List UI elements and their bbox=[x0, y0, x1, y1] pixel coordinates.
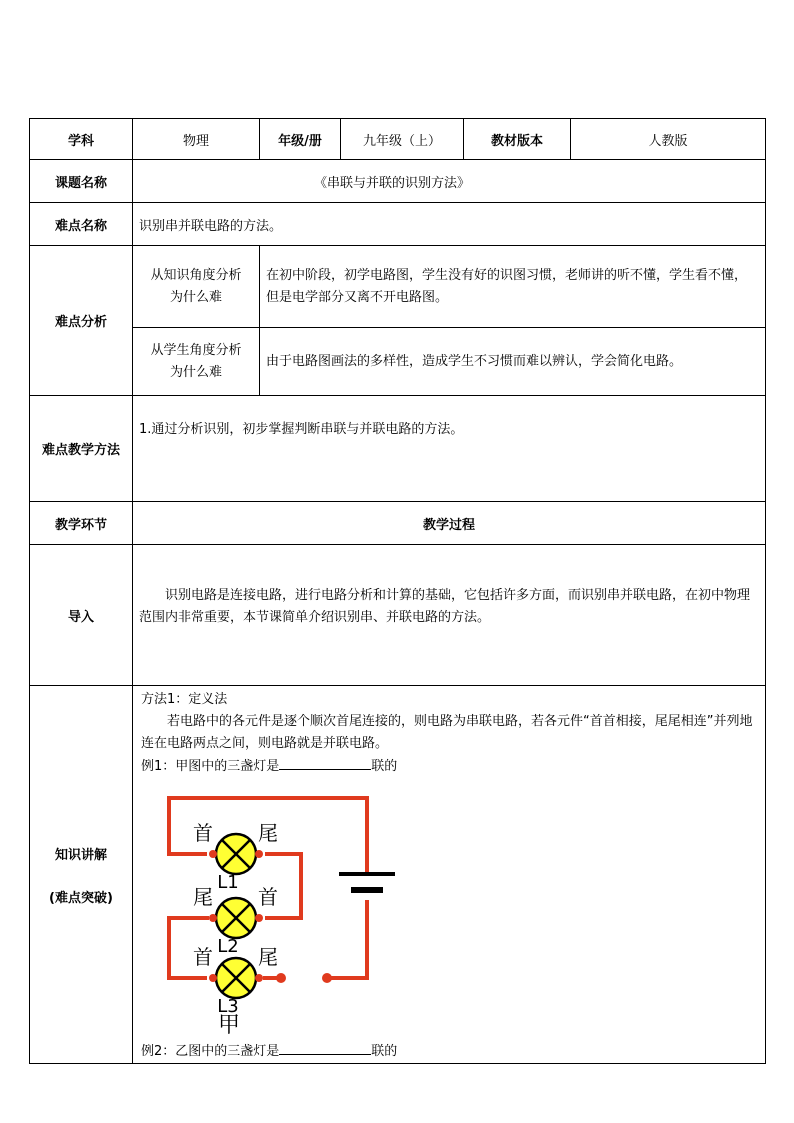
student-angle-label: 从学生角度分析为什么难 bbox=[133, 328, 260, 396]
difficulty-analysis-label: 难点分析 bbox=[30, 246, 133, 396]
intro-text: 识别电路是连接电路，进行电路分析和计算的基础，它包括许多方面，而识别串并联电路，在初中物理范围内非常重要，本节课简单介绍识别串、并联电路的方法。 bbox=[133, 545, 766, 686]
difficulty-name-label: 难点名称 bbox=[30, 203, 133, 246]
circuit-wire-right bbox=[327, 902, 367, 978]
method1-text: 若电路中的各元件是逐个顺次首尾连接的，则电路为串联电路，若各元件“首首相接，尾尾相连”并列地连在电路两点之间，则电路就是并联电路。 bbox=[141, 713, 753, 751]
edition-value: 人教版 bbox=[571, 119, 766, 160]
edition-label: 教材版本 bbox=[464, 119, 571, 160]
example2-prefix: 例2：乙图中的三盏灯是 bbox=[141, 1043, 280, 1059]
grade-value: 九年级（上） bbox=[341, 119, 464, 160]
knowledge-explain-sublabel: (难点突破) bbox=[49, 890, 113, 906]
circuit-junction-dot bbox=[322, 973, 332, 983]
lamp-left-end-label: 首 bbox=[193, 944, 213, 969]
difficulty-name-value: 识别串并联电路的方法。 bbox=[133, 203, 766, 246]
teaching-process-label: 教学过程 bbox=[133, 502, 766, 545]
lamp-name-label: L3 bbox=[217, 995, 239, 1017]
example1-blank[interactable] bbox=[279, 755, 371, 770]
lamp-terminal-right bbox=[255, 914, 263, 922]
lamp-terminal-right bbox=[255, 974, 263, 982]
lamp-name-label: L1 bbox=[217, 871, 239, 893]
lesson-title-label: 课题名称 bbox=[30, 160, 133, 203]
teaching-method-label: 难点教学方法 bbox=[30, 396, 133, 502]
example1 bbox=[141, 755, 757, 778]
subject-value: 物理 bbox=[133, 119, 260, 160]
subject-label: 学科 bbox=[30, 119, 133, 160]
lamp-left-end-label: 首 bbox=[193, 820, 213, 845]
battery-icon bbox=[339, 874, 395, 890]
lamp-terminal-right bbox=[255, 850, 263, 858]
lesson-title-value: 《串联与并联的识别方法》 bbox=[133, 160, 766, 203]
example2 bbox=[141, 1040, 757, 1063]
knowledge-angle-text: 在初中阶段，初学电路图，学生没有好的识图习惯，老师讲的听不懂，学生看不懂，但是电学部分又离不开电路图。 bbox=[260, 246, 766, 328]
example2-suffix: 联的 bbox=[371, 1043, 398, 1059]
lamp-name-label: L2 bbox=[217, 935, 239, 957]
knowledge-angle-label: 从知识角度分析为什么难 bbox=[133, 246, 260, 328]
example1-suffix: 联的 bbox=[371, 758, 398, 774]
circuit-diagram-jia bbox=[151, 784, 431, 1040]
knowledge-explain-label: 知识讲解 bbox=[54, 847, 107, 863]
lamp-right-end-label: 尾 bbox=[258, 944, 278, 969]
lamp-terminal-left bbox=[209, 850, 217, 858]
grade-label: 年级/册 bbox=[260, 119, 341, 160]
circuit-junction-dot bbox=[276, 973, 286, 983]
knowledge-explain-label-cell bbox=[30, 686, 133, 1064]
teaching-stage-label: 教学环节 bbox=[30, 502, 133, 545]
lamp-terminal-left bbox=[209, 974, 217, 982]
knowledge-explain-content bbox=[133, 686, 766, 1064]
lesson-plan-table bbox=[29, 118, 766, 1064]
lamp-right-end-label: 首 bbox=[258, 884, 278, 909]
circuit-caption: 甲 bbox=[217, 1012, 241, 1038]
student-angle-text: 由于电路图画法的多样性，造成学生不习惯而难以辨认，学会简化电路。 bbox=[260, 328, 766, 396]
lamp-left-end-label: 尾 bbox=[193, 884, 213, 909]
teaching-method-text: 1.通过分析识别，初步掌握判断串联与并联电路的方法。 bbox=[133, 396, 766, 502]
example1-prefix: 例1：甲图中的三盏灯是 bbox=[141, 758, 280, 774]
lamp-right-end-label: 尾 bbox=[258, 820, 278, 845]
method1-title: 方法1：定义法 bbox=[141, 691, 228, 707]
intro-label: 导入 bbox=[30, 545, 133, 686]
lamp-l1 bbox=[193, 821, 278, 893]
lamp-terminal-left bbox=[209, 914, 217, 922]
example2-blank[interactable] bbox=[279, 1040, 371, 1055]
